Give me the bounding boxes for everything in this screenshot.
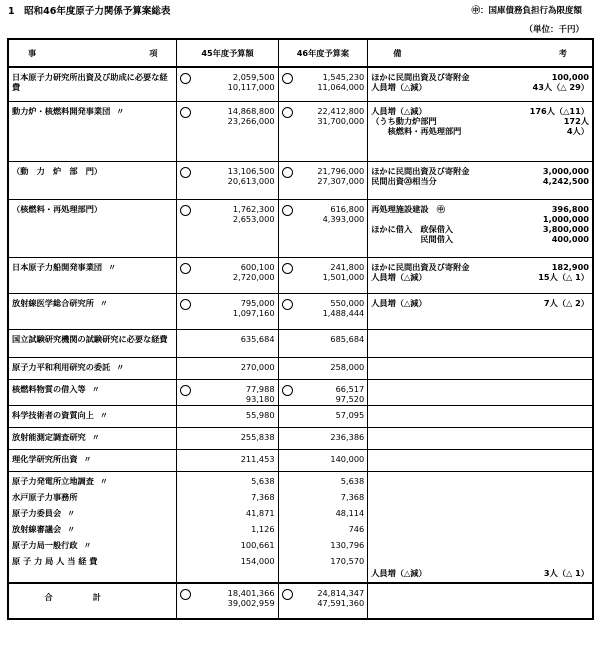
amount-value bbox=[180, 262, 274, 272]
item-cell bbox=[8, 449, 177, 471]
note-value: 176人（△11） bbox=[529, 105, 589, 116]
item-label: 放射線医学総合研究所 bbox=[12, 297, 94, 308]
amount-value bbox=[282, 166, 365, 176]
amount-value: 48,114 bbox=[335, 507, 365, 518]
amount-cell bbox=[177, 199, 278, 257]
note-cell bbox=[368, 427, 593, 449]
circle-mark-icon bbox=[180, 205, 191, 216]
note-line bbox=[371, 166, 589, 176]
amount-text: 258,000 bbox=[330, 361, 365, 372]
item-label: 水戸原子力事務所 bbox=[12, 491, 78, 502]
amount-cell bbox=[278, 257, 368, 293]
amount-value bbox=[282, 298, 365, 308]
amount-value bbox=[180, 272, 274, 282]
amount-value: 154,000 bbox=[240, 555, 275, 566]
total-row bbox=[8, 583, 593, 619]
item-cell bbox=[8, 329, 177, 357]
note-value: 1,000,000 bbox=[542, 213, 589, 224]
note-key: 人員増（△減） bbox=[371, 105, 427, 116]
total-label: 合計 bbox=[8, 583, 177, 619]
table-row bbox=[8, 357, 593, 379]
amount-text: 24,814,347 bbox=[317, 588, 365, 598]
note-key: ほかに民間出資及び寄附金 bbox=[371, 165, 470, 176]
table-row bbox=[8, 199, 593, 257]
ditto-mark: 〃 bbox=[99, 298, 108, 308]
amount-text: 31,700,000 bbox=[317, 115, 365, 126]
ditto-mark: 〃 bbox=[67, 524, 76, 534]
item-cell bbox=[8, 199, 177, 257]
amount-cell bbox=[177, 329, 278, 357]
amount-text: 97,520 bbox=[335, 393, 365, 404]
amount-text: 1,501,000 bbox=[322, 271, 365, 282]
group-item bbox=[12, 540, 173, 556]
table-row bbox=[8, 67, 593, 101]
note-key bbox=[371, 214, 543, 224]
amount-text: 93,180 bbox=[245, 393, 275, 404]
table-row bbox=[8, 329, 593, 357]
table-row bbox=[8, 449, 593, 471]
amount-value bbox=[180, 106, 274, 116]
amount-text: 47,591,360 bbox=[317, 598, 365, 608]
circle-mark-icon bbox=[282, 385, 293, 396]
amount-value bbox=[180, 334, 274, 344]
amount-cell bbox=[278, 583, 368, 619]
amount-value bbox=[282, 72, 365, 82]
note-line bbox=[371, 176, 589, 186]
amount-cell bbox=[177, 379, 278, 405]
header-note: 備 考 bbox=[368, 39, 593, 67]
amount-text: 20,613,000 bbox=[227, 175, 275, 186]
item-label: 動力炉・核燃料開発事業団 bbox=[12, 105, 111, 116]
amount-value bbox=[180, 308, 274, 318]
amount-value: 130,796 bbox=[330, 539, 365, 550]
note-cell bbox=[368, 379, 593, 405]
note-key: （うち動力炉部門 bbox=[371, 115, 437, 126]
amount-text: 795,000 bbox=[240, 297, 275, 308]
amount-value bbox=[180, 394, 274, 404]
amount-text: 11,064,000 bbox=[317, 82, 365, 92]
unit-note: （単位：千円） bbox=[524, 25, 584, 35]
amount-value: 1,126 bbox=[251, 523, 275, 534]
amount-value: 746 bbox=[348, 523, 365, 534]
amount-text: 685,684 bbox=[330, 333, 365, 344]
note-value: 182,900 bbox=[551, 261, 589, 272]
item-label: 原子力発電所立地調査 bbox=[12, 475, 94, 486]
group-item bbox=[12, 524, 173, 540]
note-line bbox=[371, 126, 589, 136]
note-value: 400,000 bbox=[551, 233, 589, 244]
amount-value bbox=[282, 308, 365, 318]
note-line bbox=[371, 204, 589, 214]
note-cell bbox=[368, 161, 593, 199]
note-line bbox=[371, 116, 589, 126]
item-label: 国立試験研究機関の試験研究に必要な経費 bbox=[12, 333, 168, 344]
item-cell bbox=[8, 379, 177, 405]
ditto-mark: 〃 bbox=[116, 106, 125, 116]
budget-table bbox=[7, 38, 594, 620]
note-cell bbox=[368, 67, 593, 101]
amount-text: 241,800 bbox=[330, 261, 365, 272]
circle-mark-icon bbox=[282, 167, 293, 178]
note-key: 人員増（△減） bbox=[371, 568, 427, 578]
amount-value bbox=[180, 384, 274, 394]
circle-mark-icon bbox=[282, 73, 293, 84]
amount-value bbox=[282, 588, 365, 598]
note-cell bbox=[368, 471, 593, 583]
amount-value bbox=[282, 598, 365, 608]
item-label: 原子力平和利用研究の委託 bbox=[12, 361, 111, 372]
amount-text: 14,868,800 bbox=[227, 105, 275, 116]
item-cell bbox=[8, 161, 177, 199]
amount-text: 23,266,000 bbox=[227, 115, 275, 126]
amount-text: 635,684 bbox=[240, 333, 275, 344]
circle-mark-icon bbox=[180, 263, 191, 274]
item-cell bbox=[8, 257, 177, 293]
amount-cell bbox=[278, 471, 368, 583]
header-row bbox=[8, 39, 593, 67]
amount-value bbox=[282, 272, 365, 282]
note-cell bbox=[368, 405, 593, 427]
note-cell bbox=[368, 583, 593, 619]
amount-text: 13,106,500 bbox=[227, 165, 275, 176]
amount-cell bbox=[278, 161, 368, 199]
item-label: 放射線審議会 bbox=[12, 523, 62, 534]
item-cell bbox=[8, 427, 177, 449]
amount-cell bbox=[177, 161, 278, 199]
note-line bbox=[371, 82, 589, 92]
note-cell bbox=[368, 101, 593, 161]
note-line bbox=[371, 214, 589, 224]
note-key: 民間借入 bbox=[371, 233, 454, 244]
amount-cell bbox=[177, 101, 278, 161]
circle-mark-icon bbox=[282, 107, 293, 118]
amount-cell bbox=[177, 405, 278, 427]
amount-text: 55,980 bbox=[245, 409, 275, 420]
note-value: 4,242,500 bbox=[542, 175, 589, 186]
circle-mark-icon bbox=[180, 299, 191, 310]
header-45: 45年度予算額 bbox=[177, 39, 278, 67]
item-cell bbox=[8, 293, 177, 329]
table-row bbox=[8, 379, 593, 405]
note-line bbox=[371, 262, 589, 272]
amount-value: 7,368 bbox=[251, 491, 275, 502]
note-line bbox=[371, 568, 589, 582]
amount-value bbox=[282, 214, 365, 224]
group-item bbox=[12, 476, 173, 492]
amount-cell bbox=[278, 405, 368, 427]
amount-text: 22,412,800 bbox=[317, 105, 365, 116]
header-item: 事 項 bbox=[8, 39, 177, 67]
amount-text: 1,097,160 bbox=[232, 307, 275, 318]
circle-mark-icon bbox=[180, 385, 191, 396]
amount-text: 211,453 bbox=[240, 453, 275, 464]
amount-cell bbox=[278, 199, 368, 257]
ditto-mark: 〃 bbox=[116, 362, 125, 372]
amount-text: 255,838 bbox=[240, 431, 275, 442]
item-cell bbox=[8, 101, 177, 161]
amount-value: 41,871 bbox=[245, 507, 275, 518]
table-row bbox=[8, 101, 593, 161]
amount-text: 10,117,000 bbox=[227, 82, 275, 92]
note-key: 再処理施設建設 ㊥ bbox=[371, 203, 445, 214]
note-cell bbox=[368, 199, 593, 257]
amount-value: 5,638 bbox=[251, 475, 275, 486]
ditto-mark: 〃 bbox=[99, 476, 108, 486]
ditto-mark: 〃 bbox=[108, 262, 117, 272]
table-row bbox=[8, 405, 593, 427]
amount-value bbox=[180, 598, 274, 608]
item-label: 理化学研究所出資 bbox=[12, 453, 78, 464]
amount-text: 1,488,444 bbox=[322, 307, 365, 318]
circle-mark-icon bbox=[282, 589, 293, 600]
table-row-group bbox=[8, 471, 593, 583]
amount-text: 1,545,230 bbox=[322, 72, 365, 82]
item-label: 原子力委員会 bbox=[12, 507, 62, 518]
amount-value: 100,661 bbox=[240, 539, 275, 550]
amount-cell bbox=[177, 293, 278, 329]
amount-value bbox=[282, 82, 365, 92]
amount-text: 270,000 bbox=[240, 361, 275, 372]
amount-cell bbox=[278, 427, 368, 449]
note-cell bbox=[368, 293, 593, 329]
note-value: 172人 bbox=[563, 115, 589, 126]
note-line bbox=[371, 224, 589, 234]
amount-cell bbox=[278, 67, 368, 101]
note-cell bbox=[368, 329, 593, 357]
table-row bbox=[8, 427, 593, 449]
amount-text: 600,100 bbox=[240, 261, 275, 272]
item-label: 放射能測定調査研究 bbox=[12, 431, 86, 442]
amount-text: 616,800 bbox=[330, 203, 365, 214]
item-label: （核燃料・再処理部門） bbox=[12, 203, 103, 214]
amount-value bbox=[180, 204, 274, 214]
ditto-mark: 〃 bbox=[67, 508, 76, 518]
amount-value: 7,368 bbox=[340, 491, 365, 502]
amount-text: 2,720,000 bbox=[232, 271, 275, 282]
circle-mark-icon bbox=[282, 299, 293, 310]
amount-value bbox=[282, 204, 365, 214]
amount-text: 18,401,366 bbox=[227, 588, 275, 598]
group-item bbox=[12, 556, 173, 572]
amount-text: 21,796,000 bbox=[317, 165, 365, 176]
circle-mark-icon bbox=[180, 167, 191, 178]
amount-value bbox=[282, 454, 365, 464]
amount-value: 5,638 bbox=[340, 475, 365, 486]
amount-cell bbox=[278, 293, 368, 329]
amount-text: 236,386 bbox=[330, 431, 365, 442]
note-line bbox=[371, 298, 589, 308]
circle-mark-icon bbox=[282, 263, 293, 274]
amount-text: 57,095 bbox=[335, 409, 365, 420]
note-cell bbox=[368, 357, 593, 379]
note-value: 7人（△ 2） bbox=[543, 297, 589, 308]
circle-mark-icon bbox=[180, 107, 191, 118]
amount-value bbox=[180, 214, 274, 224]
note-value: 100,000 bbox=[551, 72, 589, 82]
item-label: 科学技術者の資質向上 bbox=[12, 409, 94, 420]
amount-text: 2,653,000 bbox=[232, 213, 275, 224]
ditto-mark: 〃 bbox=[83, 454, 92, 464]
amount-text: 140,000 bbox=[330, 453, 365, 464]
amount-cell bbox=[177, 67, 278, 101]
note-value: 15人（△ 1） bbox=[538, 271, 589, 282]
amount-text: 2,059,500 bbox=[232, 72, 275, 82]
amount-value bbox=[180, 588, 274, 598]
amount-value bbox=[282, 432, 365, 442]
amount-value bbox=[282, 394, 365, 404]
note-key: 核燃料・再処理部門 bbox=[371, 125, 462, 136]
note-line bbox=[371, 234, 589, 244]
note-key: 人員増（△減） bbox=[371, 82, 427, 92]
amount-cell bbox=[177, 471, 278, 583]
amount-value bbox=[282, 334, 365, 344]
group-item bbox=[12, 508, 173, 524]
note-line bbox=[371, 106, 589, 116]
legend-note: ㊥：国庫債務負担行為限度額 bbox=[471, 6, 582, 16]
amount-cell bbox=[177, 583, 278, 619]
note-value: 3,000,000 bbox=[542, 165, 589, 176]
item-label: 原 子 力 局 人 当 経 費 bbox=[12, 555, 98, 566]
note-key: 人員増（△減） bbox=[371, 297, 427, 308]
amount-value bbox=[282, 410, 365, 420]
ditto-mark: 〃 bbox=[91, 384, 100, 394]
amount-value bbox=[180, 72, 274, 82]
item-label: 核燃料物質の借入等 bbox=[12, 383, 86, 394]
amount-text: 66,517 bbox=[335, 383, 365, 394]
note-key: ほかに民間出資及び寄附金 bbox=[371, 261, 470, 272]
item-label: 日本原子力研究所出資及び助成に必要な経費 bbox=[12, 72, 168, 92]
amount-text: 550,000 bbox=[330, 297, 365, 308]
amount-cell bbox=[278, 379, 368, 405]
amount-text: 1,762,300 bbox=[232, 203, 275, 214]
amount-cell bbox=[177, 427, 278, 449]
table-row bbox=[8, 161, 593, 199]
note-key: 民間出資⑳相当分 bbox=[371, 175, 437, 186]
amount-cell bbox=[177, 449, 278, 471]
amount-cell bbox=[177, 357, 278, 379]
amount-cell bbox=[278, 329, 368, 357]
amount-value bbox=[282, 362, 365, 372]
amount-text: 39,002,959 bbox=[227, 598, 275, 608]
item-label: 原子力局一般行政 bbox=[12, 539, 78, 550]
note-value: 396,800 bbox=[551, 203, 589, 214]
amount-cell bbox=[177, 257, 278, 293]
item-cell bbox=[8, 405, 177, 427]
amount-value bbox=[180, 410, 274, 420]
table-row bbox=[8, 257, 593, 293]
note-value: 3,800,000 bbox=[542, 223, 589, 234]
note-line bbox=[371, 72, 589, 82]
note-value: 43人（△ 29） bbox=[532, 82, 589, 92]
amount-text: 4,393,000 bbox=[322, 213, 365, 224]
note-key: ほかに借入 政保借入 bbox=[371, 223, 454, 234]
item-cell bbox=[8, 67, 177, 101]
amount-value bbox=[180, 454, 274, 464]
amount-value bbox=[282, 384, 365, 394]
item-label: 日本原子力船開発事業団 bbox=[12, 261, 103, 272]
amount-value bbox=[180, 298, 274, 308]
amount-cell bbox=[278, 449, 368, 471]
amount-value bbox=[180, 116, 274, 126]
amount-value bbox=[282, 262, 365, 272]
amount-cell bbox=[278, 357, 368, 379]
amount-value bbox=[282, 176, 365, 186]
amount-text: 77,988 bbox=[245, 383, 275, 394]
amount-value bbox=[180, 82, 274, 92]
ditto-mark: 〃 bbox=[83, 540, 92, 550]
table-row bbox=[8, 293, 593, 329]
item-label: （動 力 炉 部 門） bbox=[12, 165, 103, 176]
amount-value bbox=[180, 166, 274, 176]
note-line bbox=[371, 272, 589, 282]
amount-value: 170,570 bbox=[330, 555, 365, 566]
amount-value bbox=[282, 116, 365, 126]
note-key: ほかに民間出資及び寄附金 bbox=[371, 72, 470, 82]
ditto-mark: 〃 bbox=[91, 432, 100, 442]
note-value: 3人（△ 1） bbox=[543, 568, 589, 578]
amount-value bbox=[282, 106, 365, 116]
page-title: 1 昭和46年度原子力関係予算案総表 bbox=[8, 6, 171, 17]
item-cell bbox=[8, 471, 177, 583]
amount-cell bbox=[278, 101, 368, 161]
group-item bbox=[12, 492, 173, 508]
amount-value bbox=[180, 176, 274, 186]
item-cell bbox=[8, 357, 177, 379]
note-value: 4人） bbox=[566, 125, 589, 136]
note-cell bbox=[368, 449, 593, 471]
header-46: 46年度予算案 bbox=[278, 39, 368, 67]
amount-value bbox=[180, 432, 274, 442]
note-cell bbox=[368, 257, 593, 293]
amount-value bbox=[180, 362, 274, 372]
note-key: 人員増（△減） bbox=[371, 271, 427, 282]
circle-mark-icon bbox=[282, 205, 293, 216]
ditto-mark: 〃 bbox=[99, 410, 108, 420]
amount-text: 27,307,000 bbox=[317, 175, 365, 186]
